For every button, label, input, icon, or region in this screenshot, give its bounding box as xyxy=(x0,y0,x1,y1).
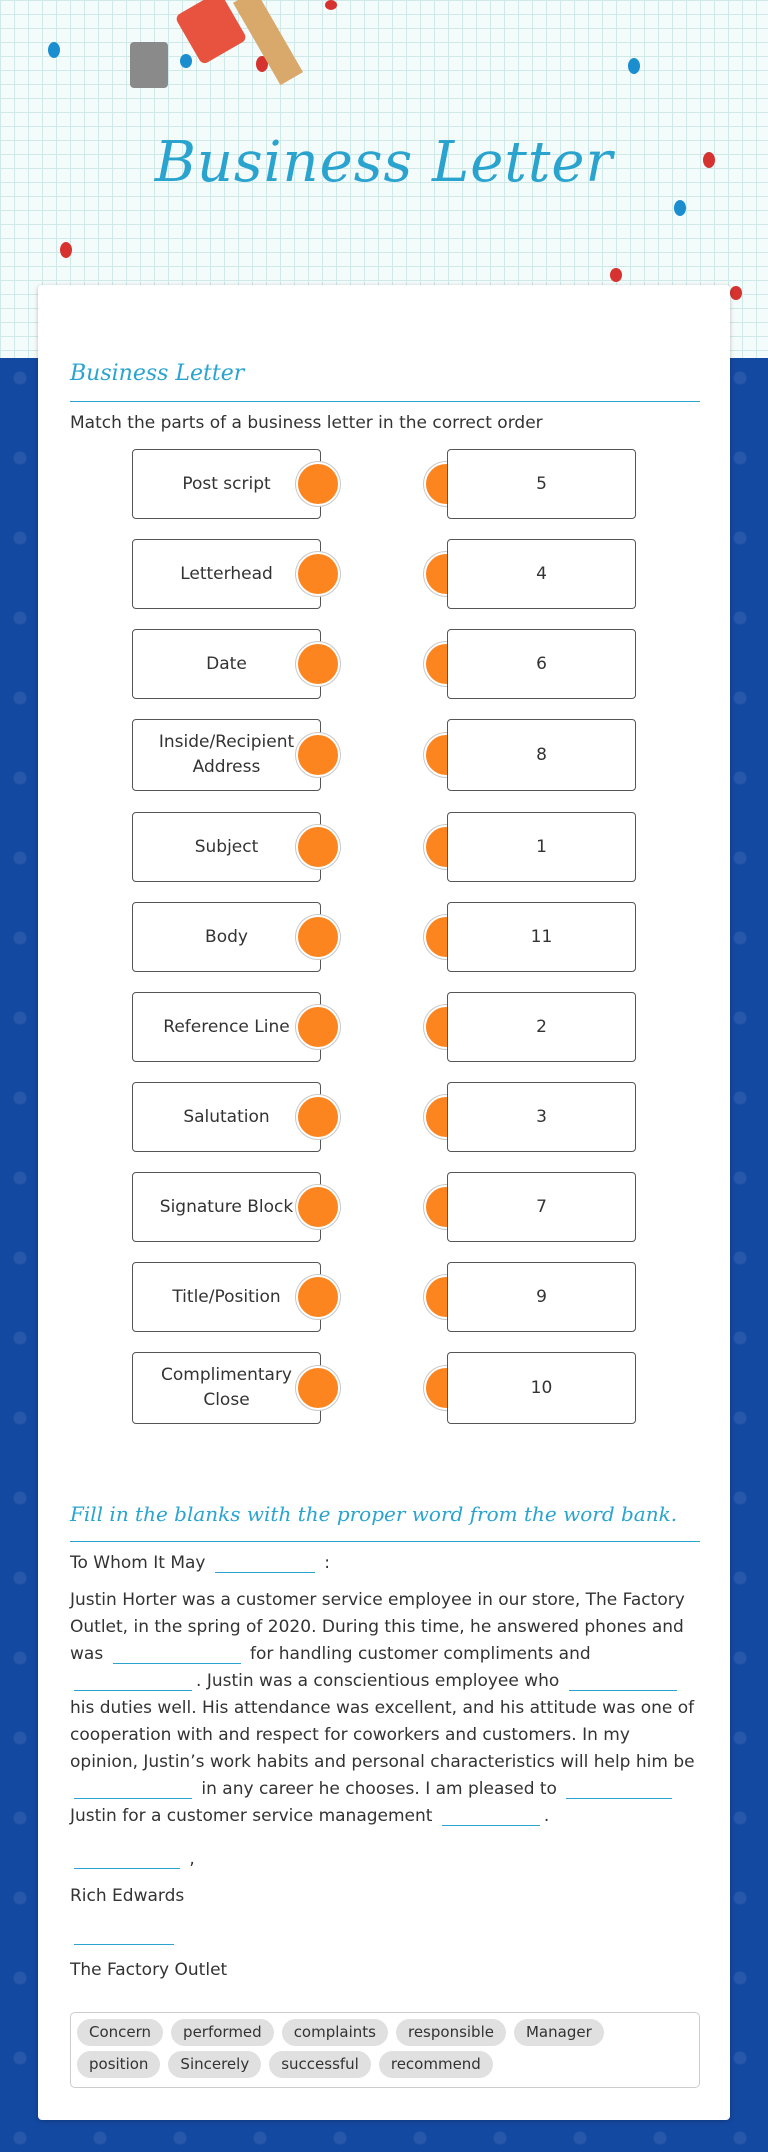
section-title-matching: Business Letter xyxy=(70,361,245,386)
match-right-item[interactable]: 5 xyxy=(447,449,636,519)
word-bank-chip[interactable]: Concern xyxy=(77,2019,163,2046)
match-right-item[interactable]: 1 xyxy=(447,812,636,882)
match-right-item[interactable]: 3 xyxy=(447,1082,636,1152)
decor-dot xyxy=(610,268,622,282)
section-title-fill-blanks: Fill in the blanks with the proper word from the word bank. xyxy=(70,1502,678,1526)
match-left-connector[interactable] xyxy=(296,1275,340,1319)
decor-dot xyxy=(48,42,60,58)
match-right-item[interactable]: 9 xyxy=(447,1262,636,1332)
blank-input[interactable] xyxy=(442,1806,540,1826)
letter-text: his duties well. His attendance was excellent, and his attitude was one of cooperation with and respect for coworkers and customers. In my opinion, Justin’s work habits and personal characteristics will help him be xyxy=(70,1698,695,1772)
match-left-item[interactable]: Subject xyxy=(132,812,321,882)
match-left-item[interactable]: Salutation xyxy=(132,1082,321,1152)
match-left-item[interactable]: Post script xyxy=(132,449,321,519)
match-left-item[interactable]: Reference Line xyxy=(132,992,321,1062)
match-right-item[interactable]: 7 xyxy=(447,1172,636,1242)
match-left-item[interactable]: Complimentary Close xyxy=(132,1352,321,1424)
match-left-connector[interactable] xyxy=(296,1005,340,1049)
letter-text: Justin for a customer service management xyxy=(70,1806,433,1826)
word-bank-chip[interactable]: successful xyxy=(269,2051,371,2078)
match-right-item[interactable]: 4 xyxy=(447,539,636,609)
greeting-line xyxy=(70,1553,330,1573)
word-bank-chip[interactable]: complaints xyxy=(282,2019,388,2046)
word-bank-chip[interactable]: Sincerely xyxy=(168,2051,261,2078)
match-left-item[interactable]: Signature Block xyxy=(132,1172,321,1242)
blank-input[interactable] xyxy=(74,1779,192,1799)
colon-text: : xyxy=(324,1553,331,1573)
match-left-connector[interactable] xyxy=(296,552,340,596)
blank-input[interactable] xyxy=(569,1671,677,1691)
match-left-connector[interactable] xyxy=(296,1185,340,1229)
blank-input[interactable] xyxy=(74,1925,174,1945)
blank-input[interactable] xyxy=(215,1553,315,1573)
word-bank-chip[interactable]: performed xyxy=(171,2019,274,2046)
match-right-item[interactable]: 8 xyxy=(447,719,636,791)
match-left-connector[interactable] xyxy=(296,462,340,506)
section-divider xyxy=(70,1541,700,1542)
decor-dot xyxy=(628,58,640,74)
decor-dot xyxy=(730,286,742,300)
match-right-item[interactable]: 11 xyxy=(447,902,636,972)
worksheet-card xyxy=(38,285,730,2120)
signer-name: Rich Edwards xyxy=(70,1886,185,1906)
word-bank-chip[interactable]: Manager xyxy=(514,2019,604,2046)
letter-body: Justin Horter was a customer service employee in our store, The Factory Outlet, in the spring of 2020. During this time, he answered phones and was for handling customer compliments and . Justin was a conscientious employee who his duties well. His attendance was excellent, and his attitude was one of cooperation with and respect for coworkers and customers. In my opinion, Justin’s work habits and personal characteristics will help him be in any career he chooses. I am pleased to Justin for a customer service management . xyxy=(70,1590,695,1826)
match-left-item[interactable]: Title/Position xyxy=(132,1262,321,1332)
letter-text: in any career he chooses. I am pleased to xyxy=(201,1779,557,1799)
match-left-connector[interactable] xyxy=(296,642,340,686)
match-left-item[interactable]: Letterhead xyxy=(132,539,321,609)
decor-dot xyxy=(60,242,72,258)
letter-text: Justin Horter was a customer service employee in our store, The Factory Outlet, in the spring of 2020. During this time, he answered phones and was xyxy=(70,1590,685,1664)
closing-line xyxy=(70,1849,195,1869)
word-bank xyxy=(70,2012,700,2088)
page-title: Business Letter xyxy=(154,130,614,195)
blank-input[interactable] xyxy=(113,1644,241,1664)
match-left-item[interactable]: Inside/Recipient Address xyxy=(132,719,321,791)
blank-input[interactable] xyxy=(74,1671,192,1691)
match-right-item[interactable]: 6 xyxy=(447,629,636,699)
match-left-connector[interactable] xyxy=(296,1366,340,1410)
sharpener-icon xyxy=(130,42,168,88)
matching-instructions: Match the parts of a business letter in the correct order xyxy=(70,413,543,433)
match-left-connector[interactable] xyxy=(296,1095,340,1139)
word-bank-chip[interactable]: responsible xyxy=(396,2019,506,2046)
match-left-connector[interactable] xyxy=(296,825,340,869)
decor-dot xyxy=(674,200,686,216)
match-left-connector[interactable] xyxy=(296,915,340,959)
match-left-connector[interactable] xyxy=(296,733,340,777)
decor-dot xyxy=(180,54,192,68)
blank-input[interactable] xyxy=(566,1779,672,1799)
decor-dot xyxy=(325,0,337,10)
match-right-item[interactable]: 10 xyxy=(447,1352,636,1424)
company-name: The Factory Outlet xyxy=(70,1960,228,1980)
match-right-item[interactable]: 2 xyxy=(447,992,636,1062)
greeting-text: To Whom It May xyxy=(70,1553,206,1573)
match-left-item[interactable]: Body xyxy=(132,902,321,972)
letter-text: for handling customer compliments and xyxy=(250,1644,591,1664)
title-line xyxy=(70,1925,178,1945)
section-divider xyxy=(70,401,700,402)
word-bank-chip[interactable]: position xyxy=(77,2051,160,2078)
blank-input[interactable] xyxy=(74,1849,180,1869)
comma-text: , xyxy=(189,1849,195,1869)
letter-text: Justin was a conscientious employee who xyxy=(206,1671,560,1691)
word-bank-chip[interactable]: recommend xyxy=(379,2051,493,2078)
match-left-item[interactable]: Date xyxy=(132,629,321,699)
